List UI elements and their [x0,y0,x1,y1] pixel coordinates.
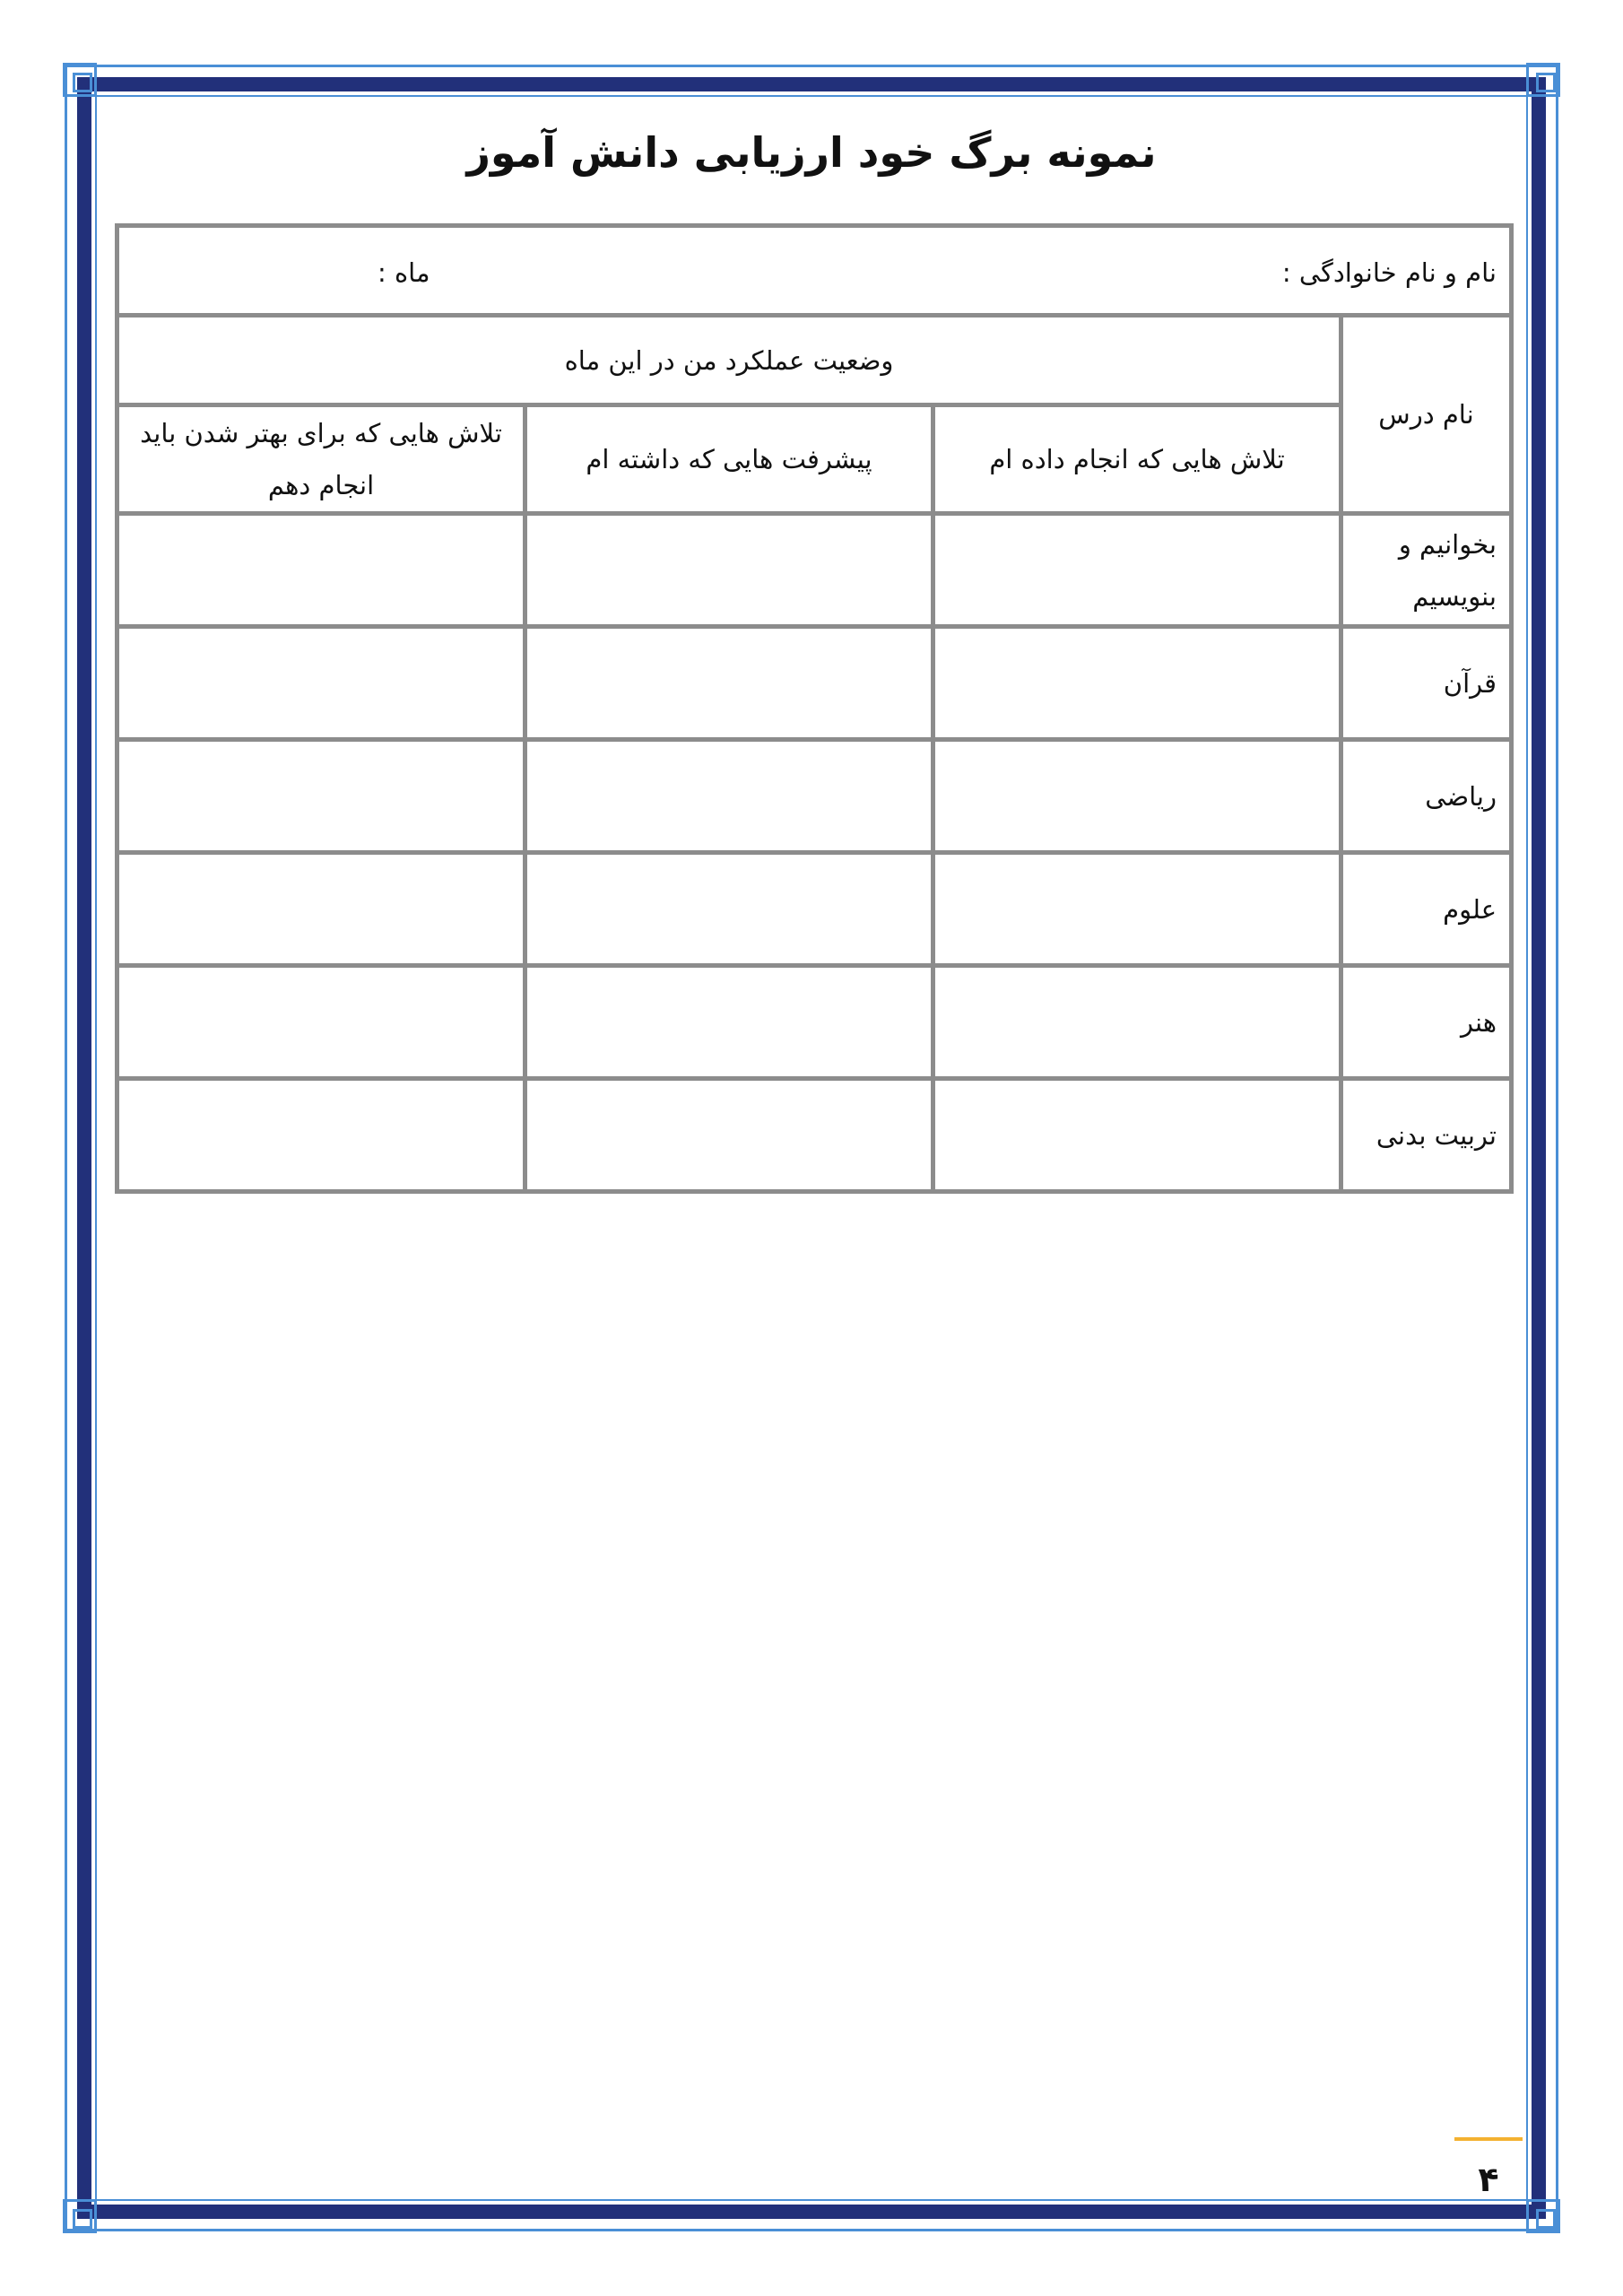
frame-corner-ornament [63,63,97,97]
table-subheader-row [117,405,1512,514]
month-field-label: ماه : [378,257,430,288]
subject-name: قرآن [1341,627,1512,740]
efforts-made-cell[interactable] [933,514,1341,627]
student-info-cell[interactable] [117,226,1512,316]
progress-cell[interactable] [525,1079,933,1192]
subject-name: ریاضی [1341,740,1512,853]
efforts-made-cell[interactable] [933,627,1341,740]
frame-corner-ornament [1526,2199,1560,2233]
subject-name: علوم [1341,853,1512,966]
progress-cell[interactable] [525,740,933,853]
efforts-needed-cell[interactable] [117,966,525,1079]
table-row [117,627,1512,740]
student-info-row [117,226,1512,316]
subject-name: هنر [1341,966,1512,1079]
page-number: ۴ [1478,2160,1499,2199]
frame-corner-ornament [63,2199,97,2233]
name-field-label: نام و نام خانوادگی : [1281,257,1497,288]
subject-name: تربیت بدنی [1341,1079,1512,1192]
table-row [117,740,1512,853]
efforts-needed-cell[interactable] [117,627,525,740]
performance-header: وضعیت عملکرد من در این ماه [117,316,1341,405]
table-header-row [117,316,1512,405]
efforts-made-cell[interactable] [933,853,1341,966]
self-assessment-table [115,223,1514,1194]
efforts-needed-cell[interactable] [117,853,525,966]
efforts-needed-cell[interactable] [117,740,525,853]
subject-column-header: نام درس [1341,316,1512,514]
column-header-progress: پیشرفت هایی که داشته ام [525,405,933,514]
column-header-efforts-made: تلاش هایی که انجام داده ام [933,405,1341,514]
table-row [117,1079,1512,1192]
efforts-made-cell[interactable] [933,1079,1341,1192]
table-row [117,514,1512,627]
efforts-needed-cell[interactable] [117,1079,525,1192]
progress-cell[interactable] [525,514,933,627]
frame-corner-ornament [1526,63,1560,97]
progress-cell[interactable] [525,853,933,966]
page-number-underline [1454,2137,1523,2141]
efforts-made-cell[interactable] [933,740,1341,853]
progress-cell[interactable] [525,627,933,740]
page-title: نمونه برگ خود ارزیابی دانش آموز [466,128,1157,177]
subject-name: بخوانیم و بنویسیم [1341,514,1512,627]
column-header-efforts-needed: تلاش هایی که برای بهتر شدن باید انجام دهم [117,405,525,514]
efforts-needed-cell[interactable] [117,514,525,627]
progress-cell[interactable] [525,966,933,1079]
efforts-made-cell[interactable] [933,966,1341,1079]
table-row [117,966,1512,1079]
table-row [117,853,1512,966]
